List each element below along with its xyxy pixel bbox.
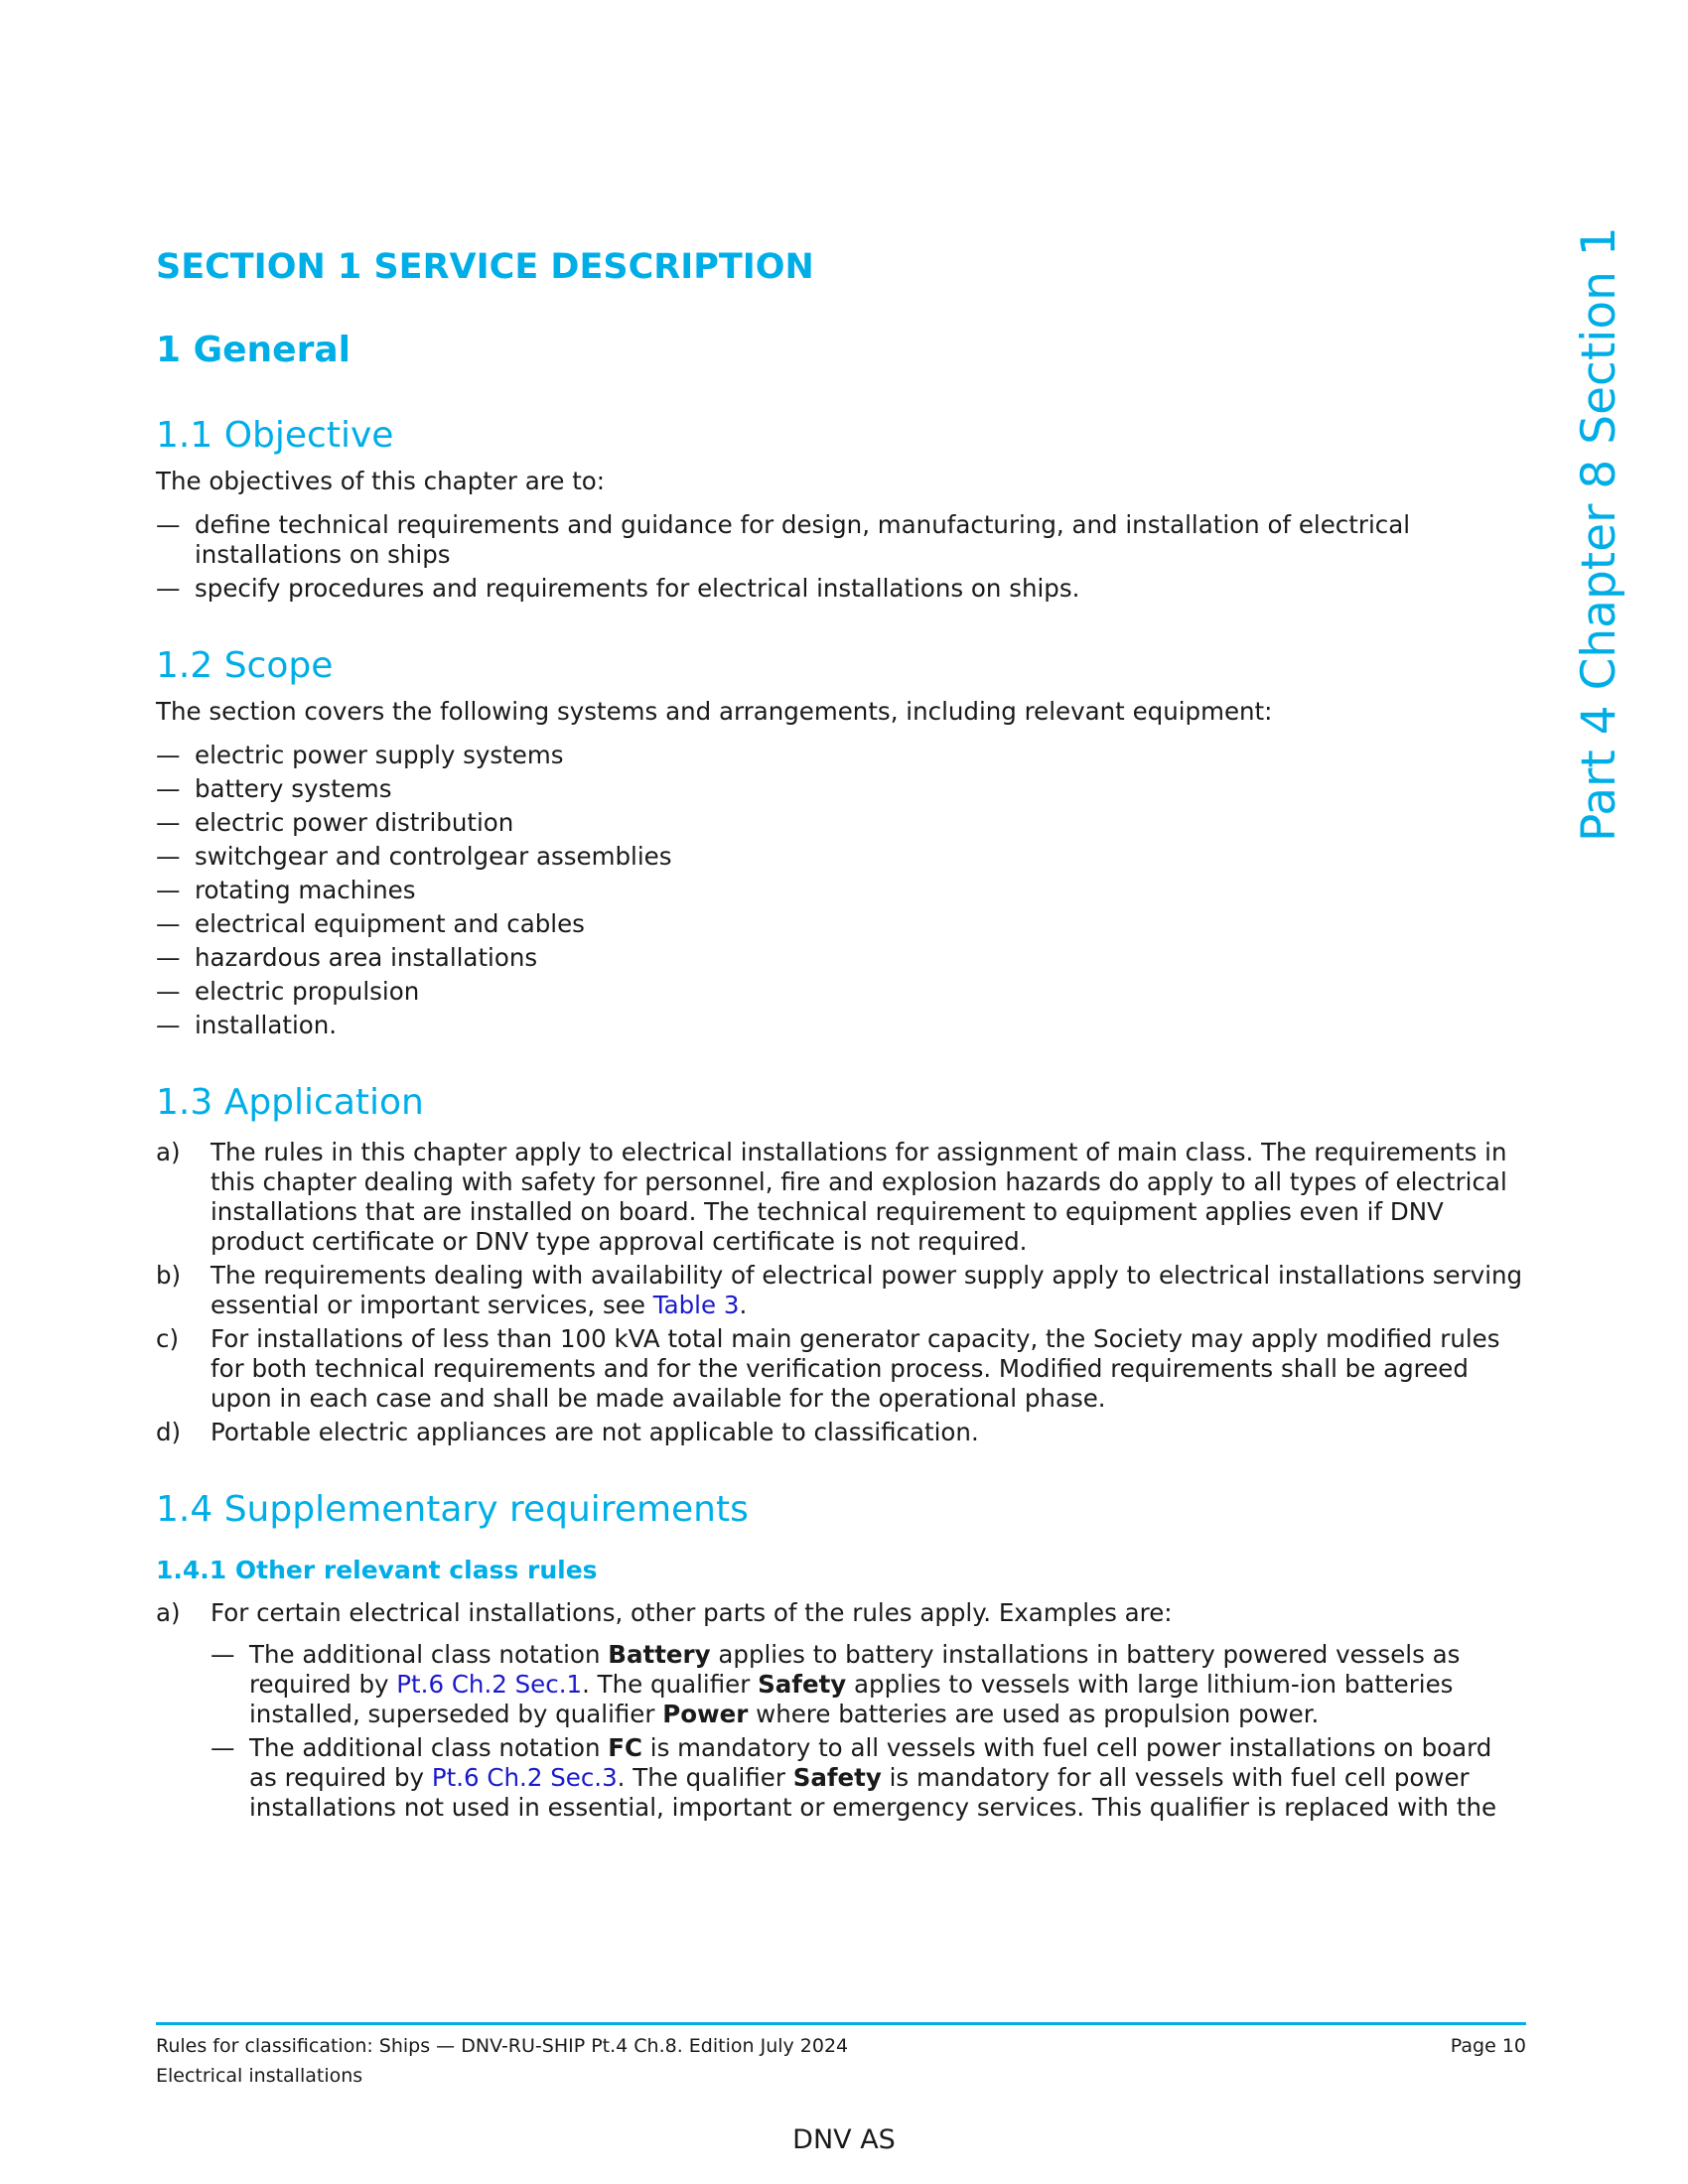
list-marker: a) xyxy=(156,1138,181,1166)
list-item: — electric power supply systems xyxy=(156,741,1526,770)
supplementary-list xyxy=(156,1598,1526,1823)
pt6-ch2-sec3-link[interactable]: Pt.6 Ch.2 Sec.3 xyxy=(431,1763,618,1792)
fc-notation: FC xyxy=(608,1733,642,1762)
scope-intro: The section covers the following systems and arrangements, including relevant equipment: xyxy=(156,697,1273,726)
table-3-link[interactable]: Table 3 xyxy=(652,1291,740,1319)
item-text-end: . xyxy=(739,1291,748,1319)
text: The additional class notation xyxy=(249,1733,609,1762)
text: applies to vessels with large lithium-ion batteries installed, superseded by qualifier xyxy=(249,1670,1454,1728)
text: applies to battery installations in battery powered vessels as required by xyxy=(249,1640,1461,1699)
list-item: — rotating machines xyxy=(156,876,1526,905)
list-marker: a) xyxy=(156,1598,181,1627)
general-heading: 1 General xyxy=(156,330,351,370)
item-text: The requirements dealing with availability of electrical power supply apply to electrical installations serving essential or important services, see xyxy=(211,1261,1523,1319)
footer-info xyxy=(156,2031,848,2091)
document-body xyxy=(156,244,1526,1827)
scope-list xyxy=(156,741,1526,1040)
safety-qualifier: Safety xyxy=(792,1763,882,1792)
item-text: For certain electrical installations, other parts of the rules apply. Examples are: xyxy=(211,1598,1173,1627)
text: The additional class notation xyxy=(249,1640,609,1669)
text: where batteries are used as propulsion power. xyxy=(748,1700,1320,1728)
item-text: The rules in this chapter apply to electrical installations for assignment of main class. The requirements in this chapter dealing with safety for personnel, fire and explosion hazards do apply to all types of electrical installations that are installed on board. The technical requirement to equipment applies even if DNV product certificate or DNV type approval certificate is not required. xyxy=(211,1138,1507,1256)
battery-item xyxy=(211,1640,1526,1729)
list-item: — hazardous area installations xyxy=(156,943,1526,973)
list-item: — electric propulsion xyxy=(156,977,1526,1007)
list-item: — installation. xyxy=(156,1011,1526,1040)
list-item: — electric power distribution xyxy=(156,808,1526,838)
text: . The qualifier xyxy=(582,1670,759,1699)
footer-rules-title: Rules for classification: Ships — DNV-RU-SHIP Pt.4 Ch.8. Edition July 2024 xyxy=(156,2035,849,2057)
list-item: — battery systems xyxy=(156,774,1526,804)
item-text: Portable electric appliances are not applicable to classification. xyxy=(211,1418,979,1446)
list-marker: d) xyxy=(156,1418,182,1446)
text: . The qualifier xyxy=(617,1763,793,1792)
objective-list xyxy=(156,510,1526,604)
examples-list xyxy=(211,1640,1526,1823)
list-marker: b) xyxy=(156,1261,182,1290)
list-item: — define technical requirements and guidance for design, manufacturing, and installation of electrical installations on ships xyxy=(156,510,1526,570)
objective-intro: The objectives of this chapter are to: xyxy=(156,467,606,495)
battery-notation: Battery xyxy=(608,1640,711,1669)
list-item xyxy=(156,1418,1526,1447)
objective-heading: 1.1 Objective xyxy=(156,415,394,456)
page-number: Page 10 xyxy=(1450,2035,1526,2057)
list-item: — switchgear and controlgear assemblies xyxy=(156,842,1526,872)
item-text: For installations of less than 100 kVA total main generator capacity, the Society may apply modified rules for both technical requirements and for the verification process. Modified requirements shall be agreed upon in each case and shall be made available for the operational phase. xyxy=(211,1324,1500,1413)
list-marker: c) xyxy=(156,1324,180,1353)
safety-qualifier: Safety xyxy=(758,1670,847,1699)
other-class-rules-heading: 1.4.1 Other relevant class rules xyxy=(156,1556,598,1584)
list-item: — electrical equipment and cables xyxy=(156,909,1526,939)
scope-heading: 1.2 Scope xyxy=(156,645,334,686)
text: is mandatory to all vessels with fuel cell power installations on board as required by xyxy=(249,1733,1492,1792)
pt6-ch2-sec1-link[interactable]: Pt.6 Ch.2 Sec.1 xyxy=(396,1670,583,1699)
power-qualifier: Power xyxy=(662,1700,749,1728)
fc-item xyxy=(211,1733,1526,1823)
company-name: DNV AS xyxy=(792,2124,896,2155)
supplementary-heading: 1.4 Supplementary requirements xyxy=(156,1489,749,1530)
footer-divider xyxy=(156,2022,1526,2025)
text: is mandatory for all vessels with fuel cell power installations not used in essential, important or emergency services. This qualifier is replaced with the xyxy=(249,1763,1497,1822)
footer-chapter-title: Electrical installations xyxy=(156,2065,363,2087)
side-title: Part 4 Chapter 8 Section 1 xyxy=(1572,226,1626,842)
list-item xyxy=(156,1261,1526,1320)
application-heading: 1.3 Application xyxy=(156,1082,424,1123)
list-item xyxy=(156,1138,1526,1257)
list-item xyxy=(156,1598,1526,1823)
section-title: SECTION 1 SERVICE DESCRIPTION xyxy=(156,247,814,287)
application-list xyxy=(156,1138,1526,1447)
list-item xyxy=(156,1324,1526,1414)
list-item: — specify procedures and requirements for electrical installations on ships. xyxy=(156,574,1526,604)
